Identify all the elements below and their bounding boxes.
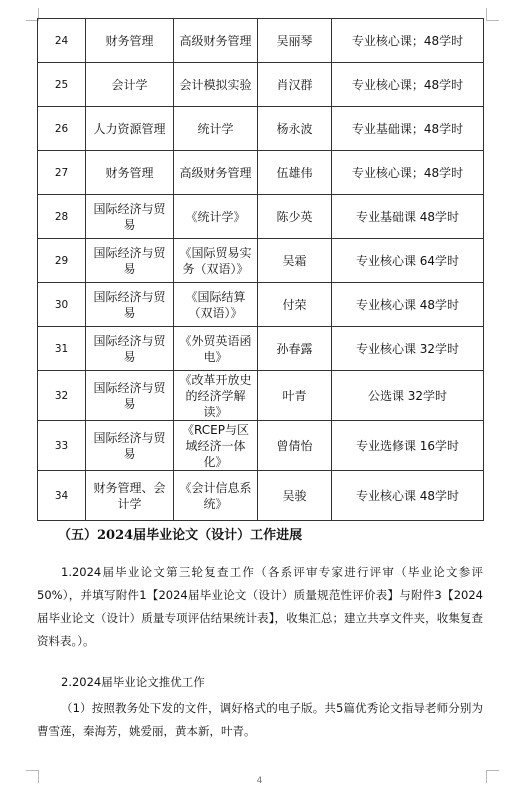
table-row (38, 421, 484, 471)
teacher-cell: 肖汉群 (258, 63, 332, 107)
course-type-cell: 专业核心课；48学时 (332, 151, 484, 195)
major-cell: 国际经济与贸易 (86, 283, 174, 327)
table-row (38, 371, 484, 421)
row-number: 32 (38, 371, 86, 421)
table-row (38, 283, 484, 327)
row-number: 29 (38, 239, 86, 283)
row-number: 28 (38, 195, 86, 239)
teacher-cell: 付荣 (258, 283, 332, 327)
row-number: 34 (38, 471, 86, 521)
course-table (37, 18, 484, 521)
teacher-cell: 杨永波 (258, 107, 332, 151)
major-cell: 国际经济与贸易 (86, 421, 174, 471)
course-type-cell: 专业核心课 48学时 (332, 471, 484, 521)
course-type-cell: 专业核心课 32学时 (332, 327, 484, 371)
teacher-cell: 吴霜 (258, 239, 332, 283)
teacher-cell: 曾倩怡 (258, 421, 332, 471)
major-cell: 国际经济与贸易 (86, 327, 174, 371)
row-number: 31 (38, 327, 86, 371)
table-row (38, 151, 484, 195)
course-type-cell: 专业基础课；48学时 (332, 107, 484, 151)
paragraph-recheck: 1.2024届毕业论文第三轮复查工作（各系评审专家进行评审（毕业论文参评50%），并填写附件1【2024届毕业论文（设计）质量规范性评价表】与附件3【2024届毕业论文（设计）质量专项评估结果统计表】，收集汇总；建立共享文件夹，收集复查资料表。）。 (37, 565, 483, 648)
course-cell: 统计学 (174, 107, 258, 151)
major-cell: 国际经济与贸易 (86, 371, 174, 421)
course-cell: 《国际结算（双语）》 (174, 283, 258, 327)
row-number: 26 (38, 107, 86, 151)
row-number: 33 (38, 421, 86, 471)
teacher-cell: 吴丽琴 (258, 19, 332, 63)
teacher-cell: 吴骏 (258, 471, 332, 521)
course-cell: 会计模拟实验 (174, 63, 258, 107)
course-type-cell: 专业核心课；48学时 (332, 63, 484, 107)
course-type-cell: 公选课 32学时 (332, 371, 484, 421)
page-number: 4 (256, 776, 263, 786)
course-type-cell: 专业基础课 48学时 (332, 195, 484, 239)
teacher-cell: 陈少英 (258, 195, 332, 239)
course-cell: 《改革开放史的经济学解读》 (174, 371, 258, 421)
page-corner-mark (486, 8, 499, 21)
teacher-cell: 叶青 (258, 371, 332, 421)
paragraph-excellence-detail: （1）按照教务处下发的文件，调好格式的电子版。共5篇优秀论文指导老师分别为曹雪莲，秦海芳，姚爱丽，黄本新，叶青。 (37, 701, 483, 738)
major-cell: 财务管理、会计学 (86, 471, 174, 521)
major-cell: 会计学 (86, 63, 174, 107)
course-type-cell: 专业选修课 16学时 (332, 421, 484, 471)
table-row (38, 239, 484, 283)
table-row (38, 19, 484, 63)
table-row (38, 63, 484, 107)
course-cell: 《会计信息系统》 (174, 471, 258, 521)
course-cell: 《国际贸易实务（双语）》 (174, 239, 258, 283)
row-number: 27 (38, 151, 86, 195)
teacher-cell: 孙春露 (258, 327, 332, 371)
paragraph-excellence-title: 2.2024届毕业论文推优工作 (61, 675, 205, 689)
row-number: 24 (38, 19, 86, 63)
major-cell: 财务管理 (86, 151, 174, 195)
course-type-cell: 专业核心课 64学时 (332, 239, 484, 283)
row-number: 30 (38, 283, 86, 327)
major-cell: 国际经济与贸易 (86, 195, 174, 239)
course-type-cell: 专业核心课 48学时 (332, 283, 484, 327)
major-cell: 财务管理 (86, 19, 174, 63)
course-cell: 高级财务管理 (174, 151, 258, 195)
course-cell: 《外贸英语函电》 (174, 327, 258, 371)
table-row (38, 471, 484, 521)
major-cell: 国际经济与贸易 (86, 239, 174, 283)
table-row (38, 327, 484, 371)
course-cell: 《RCEP与区域经济一体化》 (174, 421, 258, 471)
course-cell: 《统计学》 (174, 195, 258, 239)
course-type-cell: 专业核心课；48学时 (332, 19, 484, 63)
table-row (38, 107, 484, 151)
table-row (38, 195, 484, 239)
teacher-cell: 伍雄伟 (258, 151, 332, 195)
section-heading: （五）2024届毕业论文（设计）工作进展 (58, 528, 303, 543)
major-cell: 人力资源管理 (86, 107, 174, 151)
course-cell: 高级财务管理 (174, 19, 258, 63)
row-number: 25 (38, 63, 86, 107)
